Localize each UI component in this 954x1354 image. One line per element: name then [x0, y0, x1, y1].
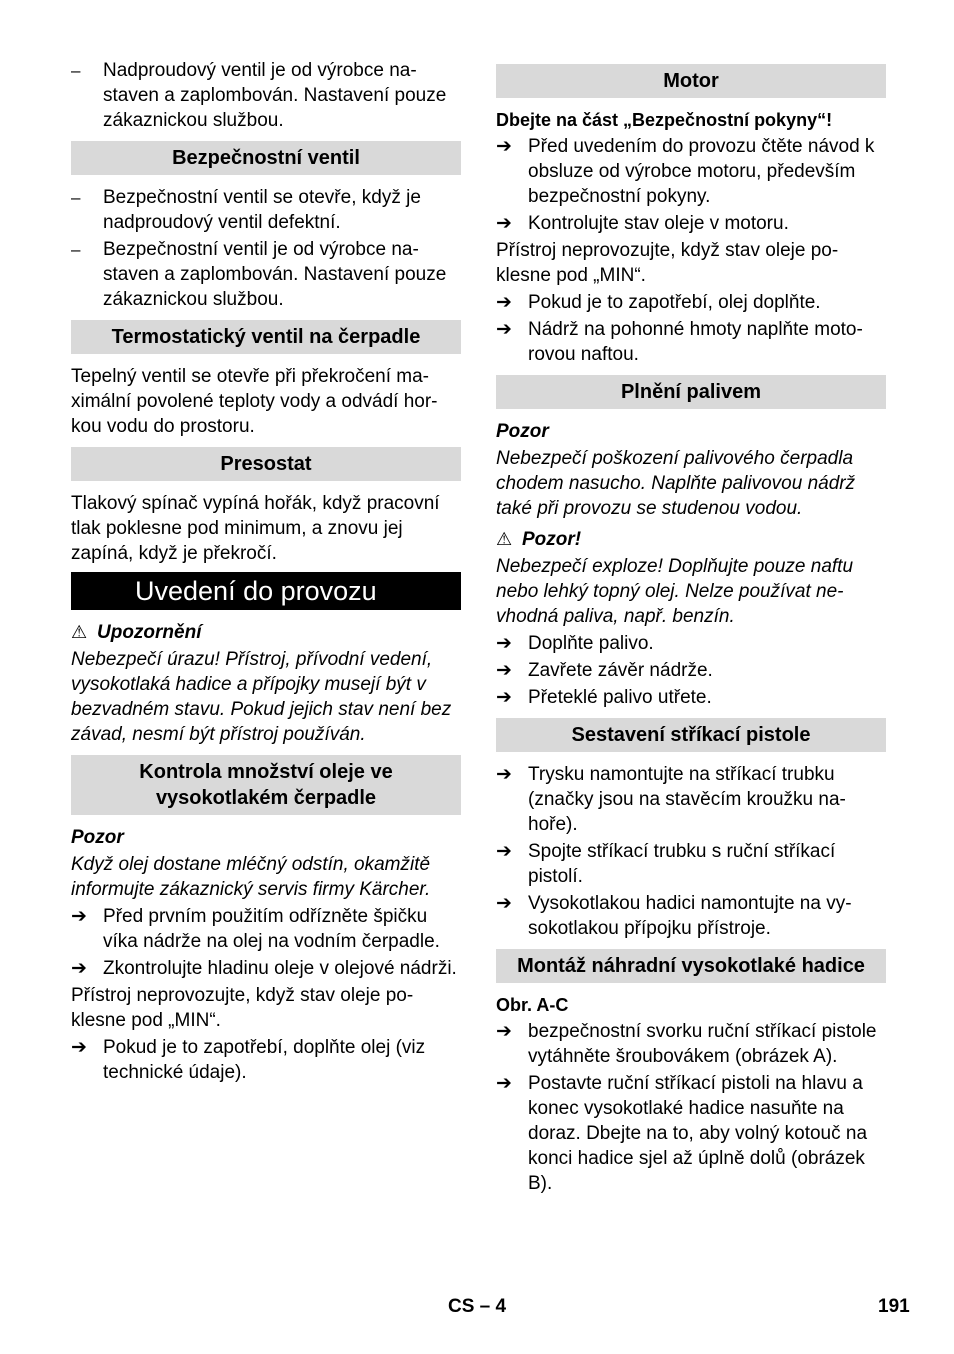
list-item-text: Bezpečnostní ventil je od výrobce nastaven a zaplombován. Nastavení pouze zákaznickou službou.	[103, 239, 447, 310]
paragraph: Tlakový spínač vypíná hořák, když pracovní tlak poklesne pod minimum, a znovu jej zapíná, když je překročí.	[71, 493, 440, 564]
list-item	[496, 839, 886, 889]
paragraph: Přístroj neprovozujte, když stav oleje poklesne pod „MIN“.	[496, 240, 839, 286]
list-item-text: Vysokotlakou hadici namontujte na vysokotlakou přípojku přístroje.	[528, 893, 852, 939]
section-heading-thermo-valve: Termostatický ventil na čerpadle	[71, 320, 461, 354]
warning-label	[71, 620, 461, 645]
paragraph: Tepelný ventil se otevře při překročení maximální povolené teploty vody a odvádí horkou vodu do prostoru.	[71, 366, 438, 437]
list-item-text: bezpečnostní svorku ruční stříkací pistole vytáhněte šroubovákem (obrázek A).	[528, 1021, 877, 1067]
arrow-icon: ➔	[496, 633, 512, 654]
arrow-icon: ➔	[496, 1073, 512, 1094]
caution-label: Pozor	[71, 827, 124, 848]
arrow-icon: ➔	[71, 1037, 87, 1058]
list-item-text: Nadproudový ventil je od výrobce nastaven a zaplombován. Nastavení pouze zákaznickou službou.	[103, 60, 447, 131]
arrow-icon: ➔	[496, 687, 512, 708]
list-item	[496, 685, 886, 710]
list-item	[496, 134, 886, 209]
list-item-text: Postavte ruční stříkací pistoli na hlavu a konec vysokotlaké hadice nasuňte na doraz. Dbejte na to, aby volný kotouč na konci hadice sjel až úplně dolů (obrázek B).	[528, 1073, 868, 1194]
section-heading-oil-check: Kontrola množství oleje ve vysokotlakém čerpadle	[71, 755, 461, 815]
list-item-text: Spojte stříkací trubku s ruční stříkací pistolí.	[528, 841, 836, 887]
list-item	[496, 211, 886, 236]
page-footer	[0, 1296, 954, 1326]
list-item-text: Kontrolujte stav oleje v motoru.	[528, 213, 789, 234]
arrow-icon: ➔	[496, 213, 512, 234]
page-number: 191	[878, 1296, 910, 1317]
section-heading-safety-valve: Bezpečnostní ventil	[71, 141, 461, 175]
caution-text: Nebezpečí poškození palivového čerpadla chodem nasucho. Naplňte palivovou nádrž také při provozu se studenou vodou.	[496, 448, 856, 519]
dash-marker: –	[71, 240, 81, 259]
list-item-text: Pokud je to zapotřebí, doplňte olej (viz technické údaje).	[103, 1037, 426, 1083]
list-item	[71, 956, 461, 981]
dash-marker: –	[71, 61, 81, 80]
arrow-icon: ➔	[496, 893, 512, 914]
list-item	[71, 58, 461, 133]
list-item	[71, 185, 461, 235]
warning-label-text: Upozornění	[97, 622, 202, 643]
list-item	[496, 317, 886, 367]
list-item	[496, 658, 886, 683]
list-item-text: Přeteklé palivo utřete.	[528, 687, 712, 708]
section-heading-gun: Sestavení stříkací pistole	[496, 718, 886, 752]
list-item-text: Před uvedením do provozu čtěte návod k obsluze od výrobce motoru, především bezpečnostní pokyny.	[528, 136, 875, 207]
arrow-icon: ➔	[71, 958, 87, 979]
arrow-icon: ➔	[496, 292, 512, 313]
arrow-icon: ➔	[496, 660, 512, 681]
list-item-text: Trysku namontujte na stříkací trubku (značky jsou na stavěcím kroužku nahoře).	[528, 764, 846, 835]
list-item-text: Pokud je to zapotřebí, olej doplňte.	[528, 292, 821, 313]
section-heading-motor: Motor	[496, 64, 886, 98]
arrow-icon: ➔	[496, 319, 512, 340]
list-item	[496, 1019, 886, 1069]
list-item	[496, 1071, 886, 1196]
right-column	[496, 56, 886, 1198]
caution-label: Pozor	[496, 421, 549, 442]
footer-language-code: CS – 4	[448, 1296, 507, 1317]
list-item-text: Bezpečnostní ventil se otevře, když je nadproudový ventil defektní.	[103, 187, 421, 233]
list-item	[71, 904, 461, 954]
list-item-text: Před prvním použitím odřízněte špičku víka nádrže na olej na vodním čerpadle.	[103, 906, 440, 952]
arrow-icon: ➔	[71, 906, 87, 927]
arrow-icon: ➔	[496, 136, 512, 157]
warning-icon: ⚠	[496, 529, 513, 549]
list-item-text: Zavřete závěr nádrže.	[528, 660, 713, 681]
motor-note: Dbejte na část „Bezpečnostní pokyny“!	[496, 110, 833, 130]
list-item	[71, 237, 461, 312]
arrow-icon: ➔	[496, 764, 512, 785]
figure-reference: Obr. A-C	[496, 995, 569, 1015]
list-item	[71, 1035, 461, 1085]
arrow-icon: ➔	[496, 1021, 512, 1042]
list-item-text: Zkontrolujte hladinu oleje v olejové nádrži.	[103, 958, 457, 979]
warning-text: Nebezpečí exploze! Doplňujte pouze naftu nebo lehký topný olej. Nelze používat nevhodná paliva, např. benzín.	[496, 556, 854, 627]
list-item-text: Doplňte palivo.	[528, 633, 654, 654]
arrow-icon: ➔	[496, 841, 512, 862]
left-column	[71, 58, 461, 1087]
list-item	[496, 631, 886, 656]
list-item	[496, 891, 886, 941]
section-heading-hose: Montáž náhradní vysokotlaké hadice	[496, 949, 886, 983]
dash-marker: –	[71, 188, 81, 207]
chapter-heading-startup: Uvedení do provozu	[71, 572, 461, 610]
list-item-text: Nádrž na pohonné hmoty naplňte motorovou naftou.	[528, 319, 863, 365]
section-heading-fuel: Plnění palivem	[496, 375, 886, 409]
warning-icon: ⚠	[71, 622, 88, 642]
list-item	[496, 290, 886, 315]
section-heading-presostat: Presostat	[71, 447, 461, 481]
warning-text: Nebezpečí úrazu! Přístroj, přívodní vedení, vysokotlaká hadice a přípojky musejí být v bezvadném stavu. Pokud jejich stav není bez závad, nesmí být přístroj používán.	[71, 649, 452, 745]
warning-label-text: Pozor!	[522, 529, 582, 550]
list-item	[496, 762, 886, 837]
paragraph: Přístroj neprovozujte, když stav oleje poklesne pod „MIN“.	[71, 985, 414, 1031]
warning-label	[496, 527, 886, 552]
caution-text: Když olej dostane mléčný odstín, okamžitě informujte zákaznický servis firmy Kärcher.	[71, 854, 431, 900]
